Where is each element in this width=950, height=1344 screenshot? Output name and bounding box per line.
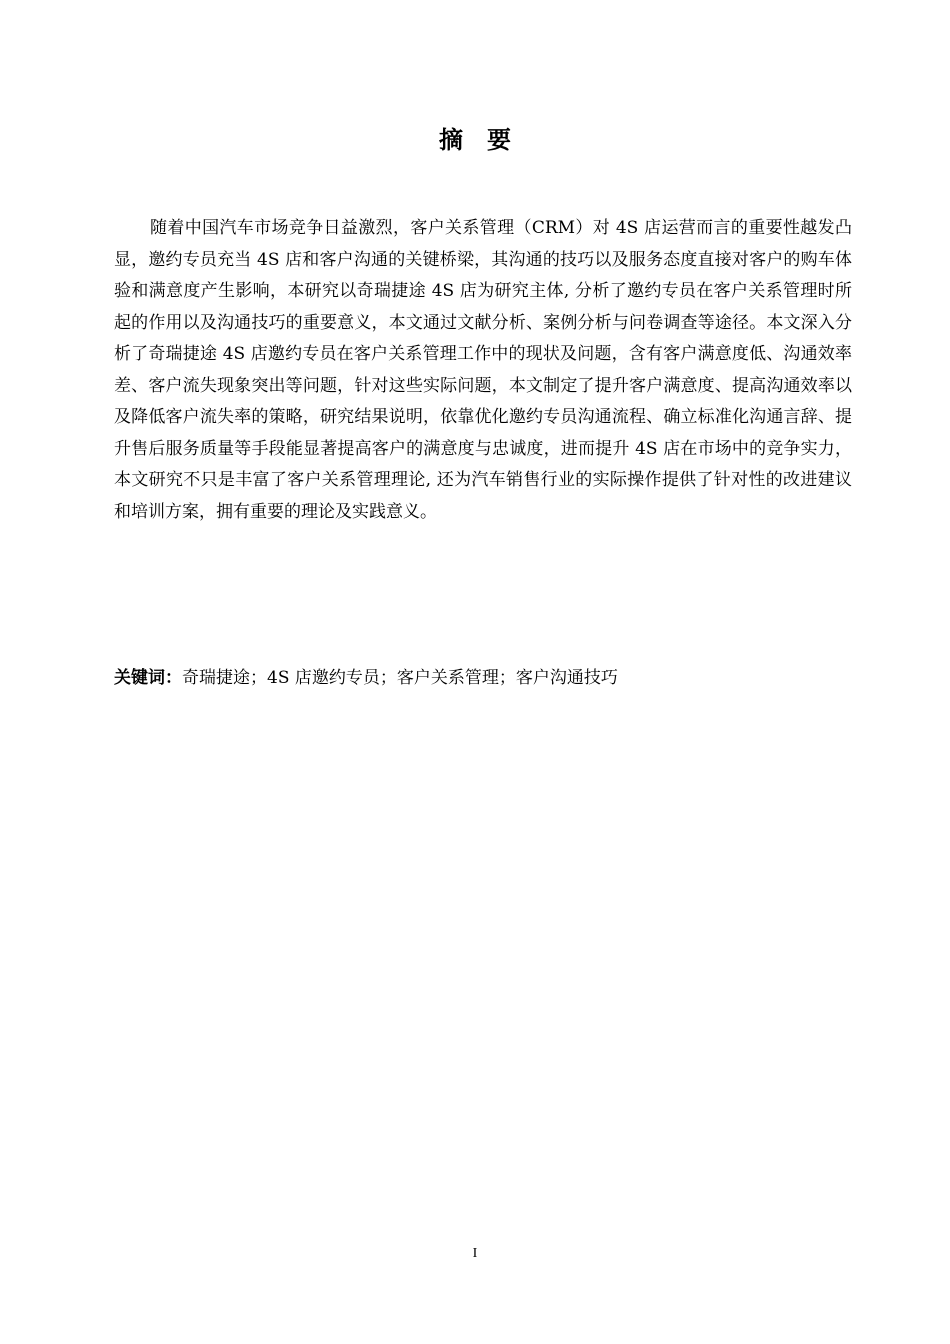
page-number: I	[472, 1246, 478, 1261]
keywords-text: 奇瑞捷途；4S 店邀约专员；客户关系管理；客户沟通技巧	[182, 668, 618, 688]
keywords-line	[114, 663, 852, 694]
page-title: 摘要	[439, 126, 535, 154]
keywords-label: 关键词：	[114, 668, 182, 688]
abstract-paragraph: 随着中国汽车市场竞争日益激烈，客户关系管理（CRM）对 4S 店运营而言的重要性越发凸显，邀约专员充当 4S 店和客户沟通的关键桥梁，其沟通的技巧以及服务态度直接对客户的购车体验和满意度产生影响，本研究以奇瑞捷途 4S 店为研究主体, 分析了邀约专员在客户关系管理时所起的作用以及沟通技巧的重要意义，本文通过文献分析、案例分析与问卷调查等途径。本文深入分析了奇瑞捷途 4S 店邀约专员在客户关系管理工作中的现状及问题，含有客户满意度低、沟通效率差、客户流失现象突出等问题，针对这些实际问题，本文制定了提升客户满意度、提高沟通效率以及降低客户流失率的策略，研究结果说明，依靠优化邀约专员沟通流程、确立标准化沟通言辞、提升售后服务质量等手段能显著提高客户的满意度与忠诚度，进而提升 4S 店在市场中的竞争实力，本文研究不只是丰富了客户关系管理理论, 还为汽车销售行业的实际操作提供了针对性的改进建议和培训方案，拥有重要的理论及实践意义。	[114, 218, 852, 522]
